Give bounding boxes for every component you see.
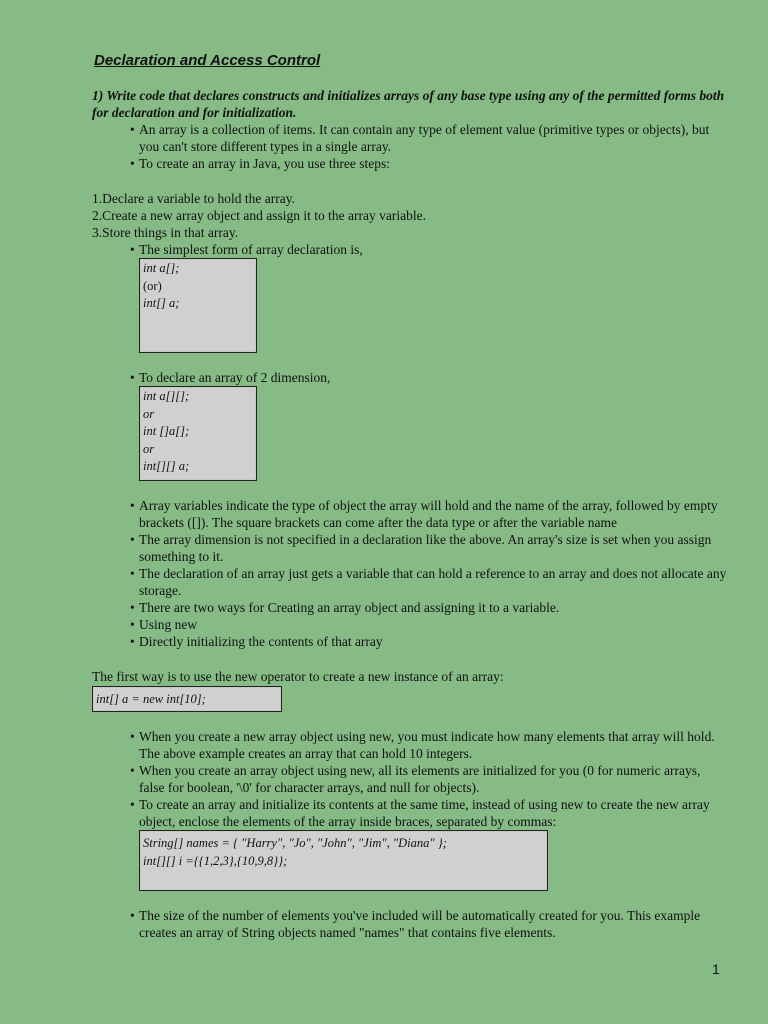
list-item: • The simplest form of array declaration is, [130, 242, 363, 257]
two-dim-bullet [130, 369, 729, 386]
simplest-bullet [130, 241, 729, 258]
code-line: int[][] i ={{1,2,3},{10,9,8}}; [143, 853, 288, 868]
bullet-icon: • [130, 498, 135, 513]
list-item: • An array is a collection of items. It can contain any type of element value (primitive types or objects), but you can't store different types in a single array. [130, 122, 710, 154]
code-line: int a[]; [143, 261, 180, 275]
bullet-icon: • [130, 122, 135, 137]
code-box-initializer [139, 830, 548, 891]
list-item: • The array dimension is not specified in a declaration like the above. An array's size is set when you assign something to it. [130, 532, 712, 564]
bullet-icon: • [130, 763, 135, 778]
step-item: 2.Create a new array object and assign it to the array variable. [92, 208, 426, 223]
code-box-declaration [139, 258, 257, 353]
list-item: • To create an array and initialize its contents at the same time, instead of using new to create the new array object, enclose the elements of the array inside braces, separated by commas: [130, 797, 710, 829]
list-item: • There are two ways for Creating an array object and assigning it to a variable. [130, 600, 560, 615]
code-line: int []a[]; [143, 424, 190, 438]
list-item: • To create an array in Java, you use three steps: [130, 156, 390, 171]
bullet-icon: • [130, 634, 135, 649]
step-item: 3.Store things in that array. [92, 225, 239, 240]
list-item: • Directly initializing the contents of that array [130, 634, 383, 649]
list-item: • When you create a new array object using new, you must indicate how many elements that array will hold. The above example creates an array that can hold 10 integers. [130, 729, 715, 761]
bullet-icon: • [130, 729, 135, 744]
bullet-icon: • [130, 566, 135, 581]
bullet-icon: • [130, 908, 135, 923]
array-notes-list [130, 497, 729, 650]
code-box-new-array [92, 686, 282, 712]
code-box-2d-declaration [139, 386, 257, 481]
code-line: int a[][]; [143, 389, 190, 403]
list-item: • Array variables indicate the type of object the array will hold and the name of the array, followed by empty brackets ([]). The square brackets can come after the data type or after the variable name [130, 498, 718, 530]
list-item: • The declaration of an array just gets a variable that can hold a reference to an array and does not allocate any storage. [130, 566, 727, 598]
page-title: Declaration and Access Control [94, 52, 321, 69]
bullet-icon: • [130, 370, 135, 385]
list-item: • When you create an array object using new, all its elements are initialized for you (0 for numeric arrays, false for boolean, '\0' for character arrays, and null for objects). [130, 763, 701, 795]
code-line: (or) [143, 278, 162, 293]
steps-list [92, 190, 426, 241]
step-item: 1.Declare a variable to hold the array. [92, 191, 296, 206]
list-item: • Using new [130, 617, 198, 632]
intro-bullet-list [130, 121, 729, 172]
bullet-icon: • [130, 617, 135, 632]
code-line: int[][] a; [143, 459, 190, 473]
bullet-icon: • [130, 600, 135, 615]
size-note-bullet [130, 907, 729, 941]
section-heading: 1) Write code that declares constructs and initializes arrays of any base type using any of the permitted forms both for declaration and for initialization. [92, 88, 725, 120]
code-line: String[] names = { "Harry", "Jo", "John", "Jim", "Diana" }; [143, 836, 447, 850]
code-line: or [143, 441, 155, 456]
list-item: • To declare an array of 2 dimension, [130, 370, 331, 385]
bullet-icon: • [130, 156, 135, 171]
first-way-paragraph: The first way is to use the new operator to create a new instance of an array: [92, 669, 504, 684]
page-number: 1 [712, 961, 720, 977]
new-operator-notes-list [130, 728, 729, 830]
list-item: • The size of the number of elements you've included will be automatically created for you. This example creates an array of String objects named "names" that contains five elements. [130, 908, 701, 940]
code-line: int[] a = new int[10]; [96, 692, 206, 706]
bullet-icon: • [130, 242, 135, 257]
bullet-icon: • [130, 797, 135, 812]
code-line: int[] a; [143, 296, 180, 310]
bullet-icon: • [130, 532, 135, 547]
code-line: or [143, 406, 155, 421]
